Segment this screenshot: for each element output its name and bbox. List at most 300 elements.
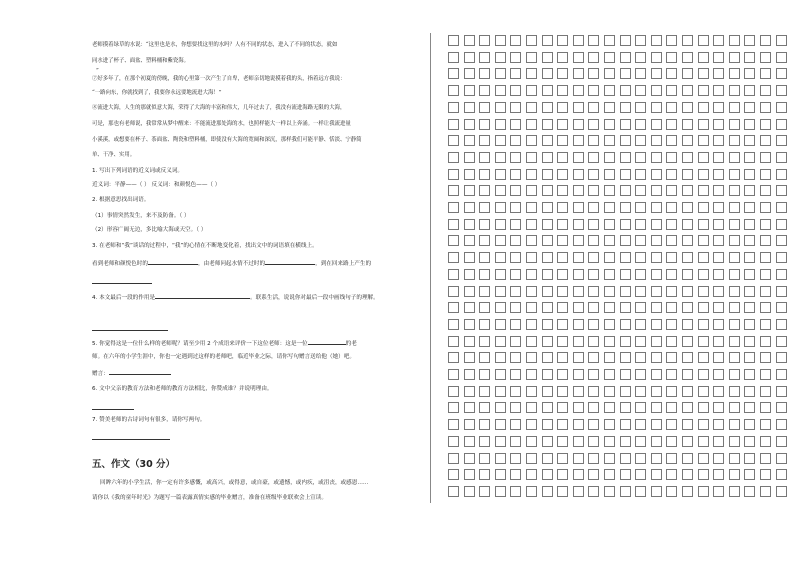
grid-cell[interactable] bbox=[651, 152, 662, 163]
grid-cell[interactable] bbox=[744, 152, 755, 163]
grid-cell[interactable] bbox=[729, 486, 740, 497]
grid-cell[interactable] bbox=[744, 369, 755, 380]
grid-cell[interactable] bbox=[573, 286, 584, 297]
grid-cell[interactable] bbox=[495, 352, 506, 363]
grid-cell[interactable] bbox=[713, 286, 724, 297]
grid-cell[interactable] bbox=[542, 469, 553, 480]
grid-cell[interactable] bbox=[588, 202, 599, 213]
grid-cell[interactable] bbox=[479, 386, 490, 397]
grid-cell[interactable] bbox=[635, 235, 646, 246]
grid-cell[interactable] bbox=[713, 202, 724, 213]
grid-cell[interactable] bbox=[744, 202, 755, 213]
grid-cell[interactable] bbox=[526, 386, 537, 397]
grid-cell[interactable] bbox=[760, 486, 771, 497]
grid-cell[interactable] bbox=[526, 453, 537, 464]
grid-cell[interactable] bbox=[448, 302, 459, 313]
grid-cell[interactable] bbox=[573, 469, 584, 480]
grid-cell[interactable] bbox=[776, 286, 787, 297]
grid-cell[interactable] bbox=[526, 352, 537, 363]
grid-cell[interactable] bbox=[635, 85, 646, 96]
grid-cell[interactable] bbox=[760, 286, 771, 297]
grid-cell[interactable] bbox=[557, 185, 568, 196]
grid-cell[interactable] bbox=[635, 152, 646, 163]
grid-cell[interactable] bbox=[744, 319, 755, 330]
grid-cell[interactable] bbox=[542, 302, 553, 313]
grid-cell[interactable] bbox=[713, 302, 724, 313]
grid-cell[interactable] bbox=[588, 419, 599, 430]
grid-cell[interactable] bbox=[776, 386, 787, 397]
grid-cell[interactable] bbox=[510, 286, 521, 297]
grid-cell[interactable] bbox=[448, 369, 459, 380]
grid-cell[interactable] bbox=[620, 135, 631, 146]
grid-cell[interactable] bbox=[510, 453, 521, 464]
grid-cell[interactable] bbox=[542, 102, 553, 113]
grid-cell[interactable] bbox=[542, 319, 553, 330]
grid-cell[interactable] bbox=[526, 68, 537, 79]
grid-cell[interactable] bbox=[526, 252, 537, 263]
grid-cell[interactable] bbox=[682, 219, 693, 230]
grid-cell[interactable] bbox=[510, 336, 521, 347]
grid-cell[interactable] bbox=[573, 269, 584, 280]
grid-cell[interactable] bbox=[760, 135, 771, 146]
grid-cell[interactable] bbox=[651, 219, 662, 230]
grid-cell[interactable] bbox=[651, 68, 662, 79]
grid-cell[interactable] bbox=[635, 269, 646, 280]
grid-cell[interactable] bbox=[448, 185, 459, 196]
grid-cell[interactable] bbox=[744, 68, 755, 79]
grid-cell[interactable] bbox=[729, 102, 740, 113]
grid-cell[interactable] bbox=[557, 453, 568, 464]
grid-cell[interactable] bbox=[557, 202, 568, 213]
grid-cell[interactable] bbox=[604, 269, 615, 280]
answer-blank[interactable] bbox=[92, 439, 170, 440]
grid-cell[interactable] bbox=[588, 469, 599, 480]
grid-cell[interactable] bbox=[635, 119, 646, 130]
grid-cell[interactable] bbox=[744, 85, 755, 96]
grid-cell[interactable] bbox=[604, 252, 615, 263]
grid-cell[interactable] bbox=[448, 235, 459, 246]
grid-cell[interactable] bbox=[651, 336, 662, 347]
grid-cell[interactable] bbox=[620, 269, 631, 280]
grid-cell[interactable] bbox=[698, 302, 709, 313]
grid-cell[interactable] bbox=[510, 35, 521, 46]
grid-cell[interactable] bbox=[635, 369, 646, 380]
grid-cell[interactable] bbox=[479, 436, 490, 447]
grid-cell[interactable] bbox=[510, 402, 521, 413]
grid-cell[interactable] bbox=[604, 152, 615, 163]
grid-cell[interactable] bbox=[744, 102, 755, 113]
grid-cell[interactable] bbox=[526, 319, 537, 330]
grid-cell[interactable] bbox=[698, 369, 709, 380]
grid-cell[interactable] bbox=[620, 402, 631, 413]
grid-cell[interactable] bbox=[729, 202, 740, 213]
grid-cell[interactable] bbox=[479, 219, 490, 230]
grid-cell[interactable] bbox=[448, 219, 459, 230]
grid-cell[interactable] bbox=[698, 386, 709, 397]
grid-cell[interactable] bbox=[588, 436, 599, 447]
grid-cell[interactable] bbox=[510, 219, 521, 230]
grid-cell[interactable] bbox=[495, 469, 506, 480]
grid-cell[interactable] bbox=[744, 453, 755, 464]
grid-cell[interactable] bbox=[573, 319, 584, 330]
grid-cell[interactable] bbox=[620, 302, 631, 313]
grid-cell[interactable] bbox=[588, 235, 599, 246]
grid-cell[interactable] bbox=[620, 369, 631, 380]
grid-cell[interactable] bbox=[588, 219, 599, 230]
grid-cell[interactable] bbox=[495, 169, 506, 180]
grid-cell[interactable] bbox=[744, 402, 755, 413]
grid-cell[interactable] bbox=[666, 252, 677, 263]
grid-cell[interactable] bbox=[542, 169, 553, 180]
grid-cell[interactable] bbox=[760, 386, 771, 397]
grid-cell[interactable] bbox=[479, 336, 490, 347]
grid-cell[interactable] bbox=[698, 269, 709, 280]
grid-cell[interactable] bbox=[713, 436, 724, 447]
grid-cell[interactable] bbox=[448, 85, 459, 96]
grid-cell[interactable] bbox=[744, 52, 755, 63]
grid-cell[interactable] bbox=[729, 185, 740, 196]
grid-cell[interactable] bbox=[760, 102, 771, 113]
grid-cell[interactable] bbox=[526, 269, 537, 280]
grid-cell[interactable] bbox=[542, 135, 553, 146]
grid-cell[interactable] bbox=[635, 219, 646, 230]
grid-cell[interactable] bbox=[729, 235, 740, 246]
grid-cell[interactable] bbox=[573, 35, 584, 46]
grid-cell[interactable] bbox=[682, 369, 693, 380]
grid-cell[interactable] bbox=[682, 386, 693, 397]
grid-cell[interactable] bbox=[651, 419, 662, 430]
grid-cell[interactable] bbox=[557, 402, 568, 413]
grid-cell[interactable] bbox=[479, 152, 490, 163]
grid-cell[interactable] bbox=[573, 386, 584, 397]
grid-cell[interactable] bbox=[495, 152, 506, 163]
grid-cell[interactable] bbox=[495, 185, 506, 196]
grid-cell[interactable] bbox=[448, 35, 459, 46]
grid-cell[interactable] bbox=[542, 35, 553, 46]
grid-cell[interactable] bbox=[713, 68, 724, 79]
grid-cell[interactable] bbox=[666, 135, 677, 146]
grid-cell[interactable] bbox=[510, 386, 521, 397]
grid-cell[interactable] bbox=[620, 319, 631, 330]
grid-cell[interactable] bbox=[682, 68, 693, 79]
grid-cell[interactable] bbox=[729, 386, 740, 397]
grid-cell[interactable] bbox=[651, 85, 662, 96]
grid-cell[interactable] bbox=[573, 202, 584, 213]
grid-cell[interactable] bbox=[698, 286, 709, 297]
grid-cell[interactable] bbox=[620, 235, 631, 246]
grid-cell[interactable] bbox=[557, 235, 568, 246]
grid-cell[interactable] bbox=[495, 135, 506, 146]
grid-cell[interactable] bbox=[479, 269, 490, 280]
grid-cell[interactable] bbox=[666, 119, 677, 130]
grid-cell[interactable] bbox=[464, 35, 475, 46]
grid-cell[interactable] bbox=[557, 252, 568, 263]
grid-cell[interactable] bbox=[526, 135, 537, 146]
grid-cell[interactable] bbox=[542, 369, 553, 380]
grid-cell[interactable] bbox=[495, 419, 506, 430]
grid-cell[interactable] bbox=[713, 402, 724, 413]
grid-cell[interactable] bbox=[448, 453, 459, 464]
grid-cell[interactable] bbox=[729, 286, 740, 297]
grid-cell[interactable] bbox=[510, 52, 521, 63]
grid-cell[interactable] bbox=[776, 336, 787, 347]
grid-cell[interactable] bbox=[495, 369, 506, 380]
grid-cell[interactable] bbox=[635, 486, 646, 497]
grid-cell[interactable] bbox=[651, 252, 662, 263]
grid-cell[interactable] bbox=[651, 319, 662, 330]
grid-cell[interactable] bbox=[510, 202, 521, 213]
grid-cell[interactable] bbox=[479, 35, 490, 46]
grid-cell[interactable] bbox=[620, 219, 631, 230]
grid-cell[interactable] bbox=[495, 52, 506, 63]
grid-cell[interactable] bbox=[698, 85, 709, 96]
grid-cell[interactable] bbox=[557, 302, 568, 313]
grid-cell[interactable] bbox=[666, 369, 677, 380]
grid-cell[interactable] bbox=[635, 68, 646, 79]
grid-cell[interactable] bbox=[620, 436, 631, 447]
grid-cell[interactable] bbox=[698, 185, 709, 196]
grid-cell[interactable] bbox=[588, 386, 599, 397]
grid-cell[interactable] bbox=[744, 35, 755, 46]
grid-cell[interactable] bbox=[448, 52, 459, 63]
grid-cell[interactable] bbox=[744, 486, 755, 497]
grid-cell[interactable] bbox=[510, 469, 521, 480]
grid-cell[interactable] bbox=[495, 202, 506, 213]
grid-cell[interactable] bbox=[573, 135, 584, 146]
grid-cell[interactable] bbox=[744, 436, 755, 447]
grid-cell[interactable] bbox=[776, 419, 787, 430]
grid-cell[interactable] bbox=[464, 68, 475, 79]
grid-cell[interactable] bbox=[526, 369, 537, 380]
grid-cell[interactable] bbox=[573, 235, 584, 246]
grid-cell[interactable] bbox=[635, 419, 646, 430]
grid-cell[interactable] bbox=[666, 453, 677, 464]
grid-cell[interactable] bbox=[464, 152, 475, 163]
grid-cell[interactable] bbox=[635, 352, 646, 363]
grid-cell[interactable] bbox=[666, 469, 677, 480]
grid-cell[interactable] bbox=[744, 469, 755, 480]
grid-cell[interactable] bbox=[479, 202, 490, 213]
grid-cell[interactable] bbox=[698, 52, 709, 63]
grid-cell[interactable] bbox=[604, 402, 615, 413]
grid-cell[interactable] bbox=[588, 302, 599, 313]
grid-cell[interactable] bbox=[713, 486, 724, 497]
grid-cell[interactable] bbox=[526, 202, 537, 213]
grid-cell[interactable] bbox=[448, 336, 459, 347]
grid-cell[interactable] bbox=[713, 419, 724, 430]
grid-cell[interactable] bbox=[510, 486, 521, 497]
grid-cell[interactable] bbox=[573, 152, 584, 163]
grid-cell[interactable] bbox=[495, 219, 506, 230]
grid-cell[interactable] bbox=[604, 319, 615, 330]
grid-cell[interactable] bbox=[557, 436, 568, 447]
grid-cell[interactable] bbox=[448, 402, 459, 413]
grid-cell[interactable] bbox=[588, 486, 599, 497]
grid-cell[interactable] bbox=[573, 419, 584, 430]
grid-cell[interactable] bbox=[604, 185, 615, 196]
grid-cell[interactable] bbox=[620, 286, 631, 297]
grid-cell[interactable] bbox=[760, 252, 771, 263]
grid-cell[interactable] bbox=[526, 486, 537, 497]
grid-cell[interactable] bbox=[682, 319, 693, 330]
grid-cell[interactable] bbox=[620, 419, 631, 430]
grid-cell[interactable] bbox=[604, 352, 615, 363]
grid-cell[interactable] bbox=[713, 469, 724, 480]
grid-cell[interactable] bbox=[760, 152, 771, 163]
grid-cell[interactable] bbox=[526, 185, 537, 196]
grid-cell[interactable] bbox=[542, 68, 553, 79]
grid-cell[interactable] bbox=[744, 135, 755, 146]
grid-cell[interactable] bbox=[448, 286, 459, 297]
grid-cell[interactable] bbox=[635, 169, 646, 180]
grid-cell[interactable] bbox=[776, 486, 787, 497]
grid-cell[interactable] bbox=[573, 336, 584, 347]
grid-cell[interactable] bbox=[604, 235, 615, 246]
grid-cell[interactable] bbox=[588, 135, 599, 146]
grid-cell[interactable] bbox=[542, 402, 553, 413]
grid-cell[interactable] bbox=[588, 252, 599, 263]
grid-cell[interactable] bbox=[448, 169, 459, 180]
grid-cell[interactable] bbox=[526, 302, 537, 313]
grid-cell[interactable] bbox=[479, 185, 490, 196]
grid-cell[interactable] bbox=[573, 252, 584, 263]
grid-cell[interactable] bbox=[698, 436, 709, 447]
grid-cell[interactable] bbox=[713, 219, 724, 230]
grid-cell[interactable] bbox=[620, 469, 631, 480]
grid-cell[interactable] bbox=[448, 102, 459, 113]
grid-cell[interactable] bbox=[495, 402, 506, 413]
grid-cell[interactable] bbox=[510, 135, 521, 146]
grid-cell[interactable] bbox=[776, 68, 787, 79]
grid-cell[interactable] bbox=[729, 336, 740, 347]
grid-cell[interactable] bbox=[635, 35, 646, 46]
grid-cell[interactable] bbox=[651, 402, 662, 413]
grid-cell[interactable] bbox=[526, 402, 537, 413]
grid-cell[interactable] bbox=[744, 336, 755, 347]
grid-cell[interactable] bbox=[666, 235, 677, 246]
grid-cell[interactable] bbox=[573, 219, 584, 230]
answer-blank[interactable] bbox=[92, 283, 152, 284]
grid-cell[interactable] bbox=[526, 286, 537, 297]
grid-cell[interactable] bbox=[760, 119, 771, 130]
grid-cell[interactable] bbox=[682, 336, 693, 347]
grid-cell[interactable] bbox=[604, 302, 615, 313]
grid-cell[interactable] bbox=[464, 319, 475, 330]
grid-cell[interactable] bbox=[588, 319, 599, 330]
grid-cell[interactable] bbox=[620, 102, 631, 113]
grid-cell[interactable] bbox=[713, 102, 724, 113]
grid-cell[interactable] bbox=[698, 252, 709, 263]
grid-cell[interactable] bbox=[744, 185, 755, 196]
grid-cell[interactable] bbox=[557, 419, 568, 430]
grid-cell[interactable] bbox=[635, 202, 646, 213]
grid-cell[interactable] bbox=[776, 252, 787, 263]
grid-cell[interactable] bbox=[495, 436, 506, 447]
grid-cell[interactable] bbox=[635, 302, 646, 313]
grid-cell[interactable] bbox=[557, 68, 568, 79]
grid-cell[interactable] bbox=[682, 202, 693, 213]
grid-cell[interactable] bbox=[573, 402, 584, 413]
grid-cell[interactable] bbox=[666, 436, 677, 447]
grid-cell[interactable] bbox=[448, 135, 459, 146]
grid-cell[interactable] bbox=[573, 185, 584, 196]
grid-cell[interactable] bbox=[573, 85, 584, 96]
grid-cell[interactable] bbox=[604, 286, 615, 297]
grid-cell[interactable] bbox=[588, 185, 599, 196]
grid-cell[interactable] bbox=[760, 336, 771, 347]
grid-cell[interactable] bbox=[713, 152, 724, 163]
grid-cell[interactable] bbox=[448, 68, 459, 79]
grid-cell[interactable] bbox=[651, 386, 662, 397]
grid-cell[interactable] bbox=[464, 135, 475, 146]
grid-cell[interactable] bbox=[776, 219, 787, 230]
grid-cell[interactable] bbox=[495, 269, 506, 280]
grid-cell[interactable] bbox=[510, 85, 521, 96]
grid-cell[interactable] bbox=[698, 336, 709, 347]
grid-cell[interactable] bbox=[682, 402, 693, 413]
grid-cell[interactable] bbox=[526, 119, 537, 130]
grid-cell[interactable] bbox=[464, 269, 475, 280]
grid-cell[interactable] bbox=[448, 252, 459, 263]
grid-cell[interactable] bbox=[666, 219, 677, 230]
grid-cell[interactable] bbox=[729, 219, 740, 230]
grid-cell[interactable] bbox=[651, 352, 662, 363]
grid-cell[interactable] bbox=[620, 453, 631, 464]
grid-cell[interactable] bbox=[557, 52, 568, 63]
grid-cell[interactable] bbox=[542, 202, 553, 213]
grid-cell[interactable] bbox=[464, 369, 475, 380]
grid-cell[interactable] bbox=[713, 352, 724, 363]
grid-cell[interactable] bbox=[557, 219, 568, 230]
grid-cell[interactable] bbox=[542, 185, 553, 196]
grid-cell[interactable] bbox=[666, 35, 677, 46]
grid-cell[interactable] bbox=[479, 135, 490, 146]
grid-cell[interactable] bbox=[760, 85, 771, 96]
grid-cell[interactable] bbox=[479, 486, 490, 497]
grid-cell[interactable] bbox=[651, 202, 662, 213]
grid-cell[interactable] bbox=[682, 469, 693, 480]
grid-cell[interactable] bbox=[495, 286, 506, 297]
grid-cell[interactable] bbox=[713, 319, 724, 330]
grid-cell[interactable] bbox=[744, 252, 755, 263]
grid-cell[interactable] bbox=[744, 386, 755, 397]
grid-cell[interactable] bbox=[760, 235, 771, 246]
grid-cell[interactable] bbox=[588, 152, 599, 163]
grid-cell[interactable] bbox=[588, 286, 599, 297]
grid-cell[interactable] bbox=[510, 319, 521, 330]
grid-cell[interactable] bbox=[526, 436, 537, 447]
grid-cell[interactable] bbox=[495, 119, 506, 130]
grid-cell[interactable] bbox=[557, 469, 568, 480]
grid-cell[interactable] bbox=[729, 453, 740, 464]
grid-cell[interactable] bbox=[729, 135, 740, 146]
grid-cell[interactable] bbox=[557, 269, 568, 280]
grid-cell[interactable] bbox=[776, 102, 787, 113]
grid-cell[interactable] bbox=[744, 235, 755, 246]
grid-cell[interactable] bbox=[588, 68, 599, 79]
grid-cell[interactable] bbox=[464, 402, 475, 413]
grid-cell[interactable] bbox=[713, 119, 724, 130]
grid-cell[interactable] bbox=[448, 486, 459, 497]
grid-cell[interactable] bbox=[479, 52, 490, 63]
grid-cell[interactable] bbox=[448, 419, 459, 430]
grid-cell[interactable] bbox=[479, 319, 490, 330]
grid-cell[interactable] bbox=[651, 453, 662, 464]
grid-cell[interactable] bbox=[573, 68, 584, 79]
grid-cell[interactable] bbox=[464, 436, 475, 447]
grid-cell[interactable] bbox=[713, 386, 724, 397]
grid-cell[interactable] bbox=[698, 219, 709, 230]
